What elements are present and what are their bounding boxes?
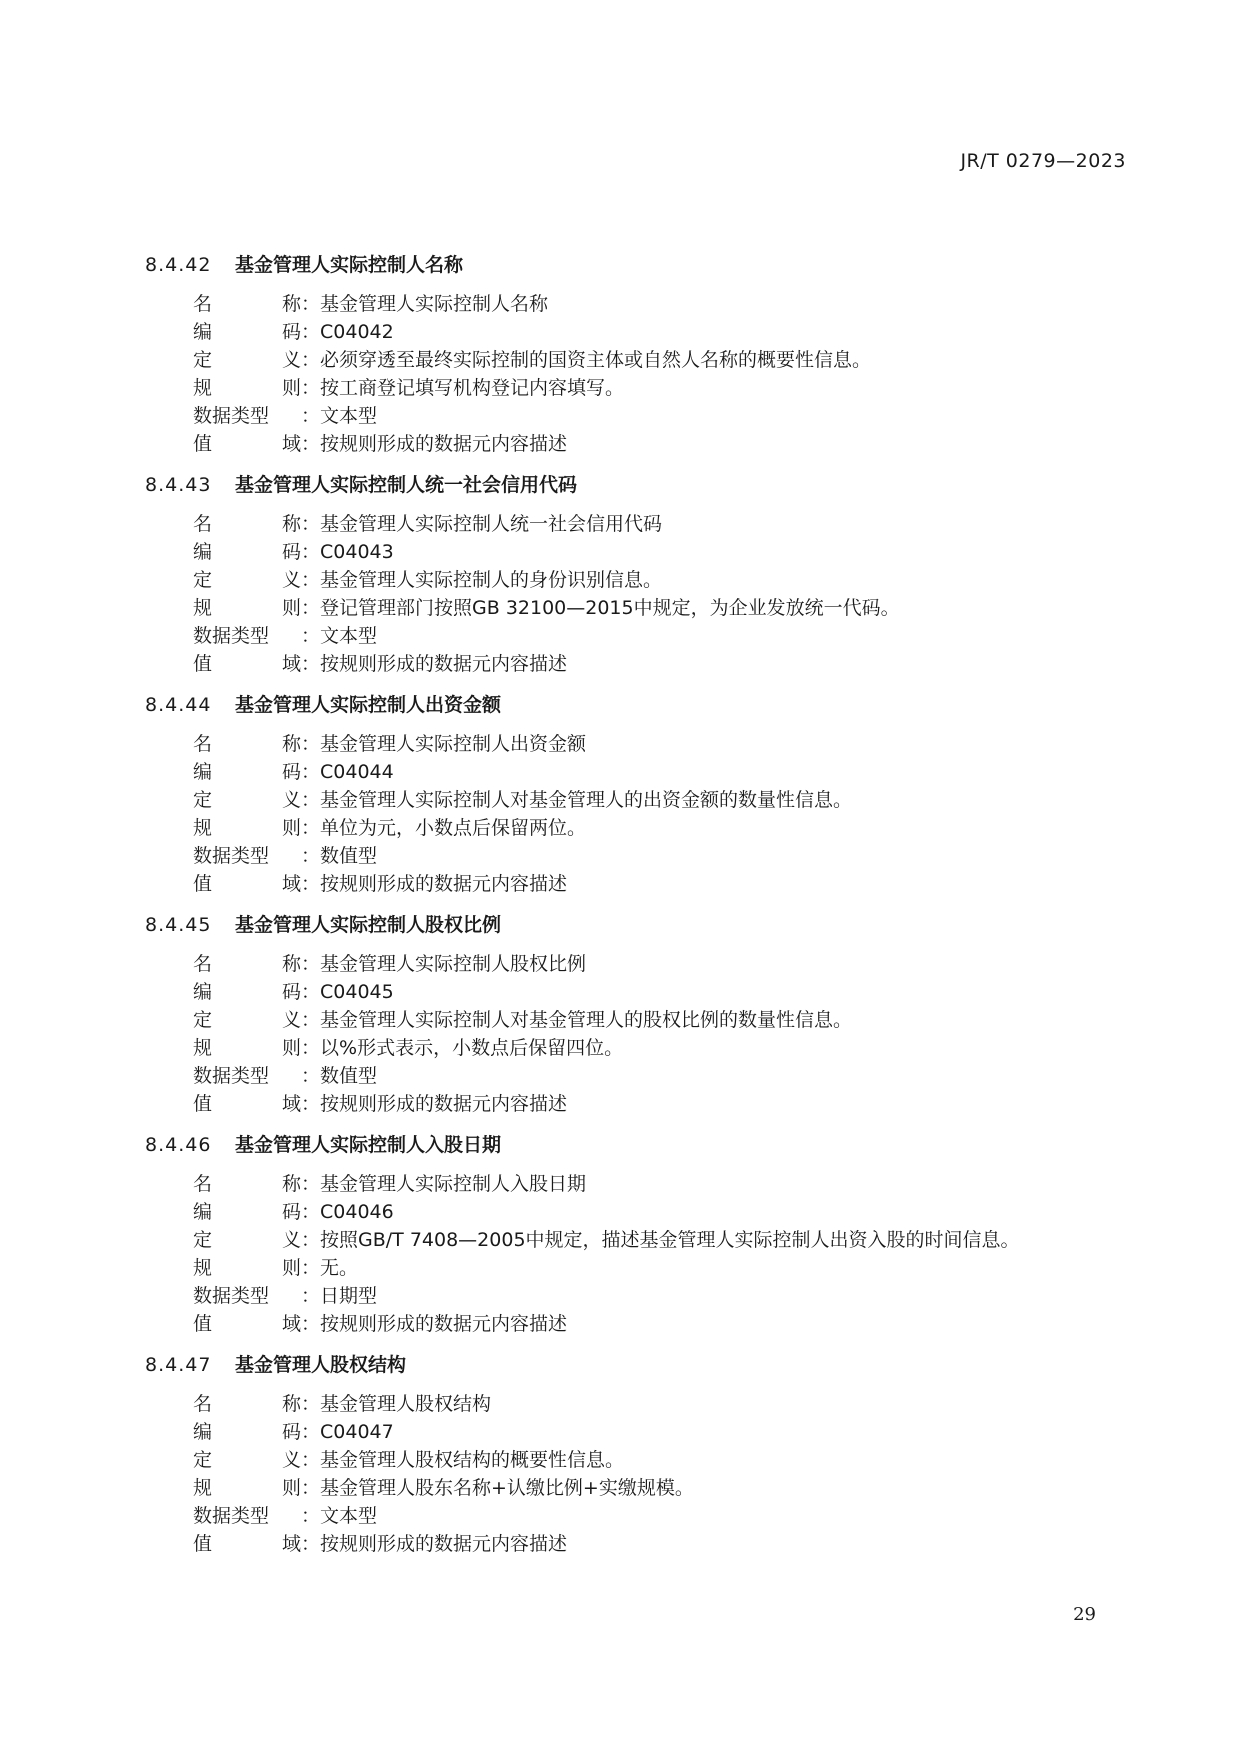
field-separator: ： <box>301 625 321 647</box>
field-label: 值域 <box>193 433 301 455</box>
field-value: 按照GB/T 7408—2005中规定，描述基金管理人实际控制人出资入股的时间信息。 <box>320 1229 1020 1251</box>
field-label: 值域 <box>193 1093 301 1115</box>
field-separator: ： <box>301 349 321 371</box>
field-rule <box>145 1474 1145 1502</box>
field-value: 基金管理人实际控制人对基金管理人的股权比例的数量性信息。 <box>320 1009 853 1031</box>
field-separator: ： <box>301 1173 321 1195</box>
field-name <box>145 1170 1145 1198</box>
field-label: 规则 <box>193 1257 301 1279</box>
field-rule <box>145 374 1145 402</box>
section-title: 基金管理人实际控制人入股日期 <box>235 1134 502 1156</box>
field-label: 编码 <box>193 1201 301 1223</box>
field-data-type <box>145 1062 1145 1090</box>
field-separator: ： <box>301 1257 321 1279</box>
field-rule <box>145 814 1145 842</box>
field-name <box>145 510 1145 538</box>
field-separator: ： <box>301 1313 321 1335</box>
field-definition <box>145 566 1145 594</box>
field-value: 按规则形成的数据元内容描述 <box>320 1533 568 1555</box>
field-separator: ： <box>301 761 321 783</box>
field-label: 名称 <box>193 733 301 755</box>
field-rule <box>145 1254 1145 1282</box>
section-title: 基金管理人实际控制人股权比例 <box>235 914 502 936</box>
field-separator: ： <box>301 1009 321 1031</box>
field-value: 日期型 <box>320 1285 378 1307</box>
section-title: 基金管理人实际控制人名称 <box>235 254 464 276</box>
field-separator: ： <box>301 1393 321 1415</box>
field-label: 名称 <box>193 953 301 975</box>
field-value: 基金管理人股权结构的概要性信息。 <box>320 1449 625 1471</box>
field-separator: ： <box>301 845 321 867</box>
field-label: 值域 <box>193 1313 301 1335</box>
field-label: 定义 <box>193 1229 301 1251</box>
field-label: 名称 <box>193 1393 301 1415</box>
field-name <box>145 1390 1145 1418</box>
section-number: 8.4.43 <box>145 474 212 496</box>
field-value: 基金管理人实际控制人入股日期 <box>320 1173 587 1195</box>
section-8-4-45 <box>145 910 1145 1118</box>
field-code <box>145 538 1145 566</box>
field-value: 文本型 <box>320 625 378 647</box>
field-value: 按规则形成的数据元内容描述 <box>320 1093 568 1115</box>
field-value-domain <box>145 1090 1145 1118</box>
field-label: 定义 <box>193 349 301 371</box>
field-label: 编码 <box>193 761 301 783</box>
field-label: 规则 <box>193 1037 301 1059</box>
field-value: C04044 <box>320 761 394 783</box>
field-separator: ： <box>301 1065 321 1087</box>
field-value: 文本型 <box>320 1505 378 1527</box>
field-name <box>145 950 1145 978</box>
field-value: 按规则形成的数据元内容描述 <box>320 873 568 895</box>
section-8-4-44 <box>145 690 1145 898</box>
field-separator: ： <box>301 321 321 343</box>
field-label: 数据类型 <box>193 845 270 867</box>
section-8-4-42 <box>145 250 1145 458</box>
page-number: 29 <box>1073 1604 1096 1625</box>
field-name <box>145 730 1145 758</box>
field-label: 值域 <box>193 653 301 675</box>
field-separator: ： <box>301 953 321 975</box>
field-separator: ： <box>301 1505 321 1527</box>
section-heading <box>145 1130 1145 1160</box>
section-title: 基金管理人实际控制人统一社会信用代码 <box>235 474 578 496</box>
field-value: 文本型 <box>320 405 378 427</box>
field-separator: ： <box>301 1201 321 1223</box>
field-code <box>145 758 1145 786</box>
field-code <box>145 1418 1145 1446</box>
field-data-type <box>145 1502 1145 1530</box>
field-value: 数值型 <box>320 1065 378 1087</box>
field-value: C04047 <box>320 1421 394 1443</box>
field-label: 数据类型 <box>193 625 270 647</box>
field-value-domain <box>145 1310 1145 1338</box>
field-value: 按规则形成的数据元内容描述 <box>320 433 568 455</box>
field-value-domain <box>145 870 1145 898</box>
field-separator: ： <box>301 569 321 591</box>
field-definition <box>145 1226 1145 1254</box>
field-name <box>145 290 1145 318</box>
field-separator: ： <box>301 541 321 563</box>
field-separator: ： <box>301 789 321 811</box>
section-8-4-43 <box>145 470 1145 678</box>
field-label: 值域 <box>193 873 301 895</box>
field-separator: ： <box>301 1421 321 1443</box>
field-value: 必须穿透至最终实际控制的国资主体或自然人名称的概要性信息。 <box>320 349 872 371</box>
section-heading <box>145 250 1145 280</box>
field-value: 基金管理人实际控制人对基金管理人的出资金额的数量性信息。 <box>320 789 853 811</box>
field-label: 编码 <box>193 1421 301 1443</box>
field-label: 编码 <box>193 541 301 563</box>
field-definition <box>145 1006 1145 1034</box>
field-separator: ： <box>301 1533 321 1555</box>
section-8-4-46 <box>145 1130 1145 1338</box>
field-separator: ： <box>301 1477 321 1499</box>
field-value: 登记管理部门按照GB 32100—2015中规定，为企业发放统一代码。 <box>320 597 900 619</box>
field-definition <box>145 346 1145 374</box>
section-number: 8.4.44 <box>145 694 212 716</box>
field-value-domain <box>145 430 1145 458</box>
field-separator: ： <box>301 653 321 675</box>
field-value: 按工商登记填写机构登记内容填写。 <box>320 377 625 399</box>
field-label: 定义 <box>193 1449 301 1471</box>
field-separator: ： <box>301 293 321 315</box>
field-definition <box>145 1446 1145 1474</box>
field-value: 数值型 <box>320 845 378 867</box>
field-separator: ： <box>301 1037 321 1059</box>
field-value: C04045 <box>320 981 394 1003</box>
field-label: 编码 <box>193 321 301 343</box>
field-label: 名称 <box>193 1173 301 1195</box>
field-label: 定义 <box>193 1009 301 1031</box>
field-separator: ： <box>301 405 321 427</box>
section-number: 8.4.46 <box>145 1134 212 1156</box>
field-value: 基金管理人实际控制人统一社会信用代码 <box>320 513 663 535</box>
field-label: 数据类型 <box>193 405 270 427</box>
field-separator: ： <box>301 1285 321 1307</box>
section-title: 基金管理人股权结构 <box>235 1354 407 1376</box>
field-value-domain <box>145 650 1145 678</box>
field-data-type <box>145 842 1145 870</box>
field-label: 规则 <box>193 1477 301 1499</box>
field-separator: ： <box>301 1229 321 1251</box>
field-value: 基金管理人实际控制人出资金额 <box>320 733 587 755</box>
field-value: 以%形式表示，小数点后保留四位。 <box>320 1037 624 1059</box>
field-separator: ： <box>301 817 321 839</box>
field-separator: ： <box>301 1449 321 1471</box>
field-separator: ： <box>301 873 321 895</box>
section-heading <box>145 690 1145 720</box>
field-separator: ： <box>301 433 321 455</box>
field-code <box>145 978 1145 1006</box>
field-label: 数据类型 <box>193 1505 270 1527</box>
field-separator: ： <box>301 1093 321 1115</box>
field-value: C04043 <box>320 541 394 563</box>
section-heading <box>145 470 1145 500</box>
field-separator: ： <box>301 513 321 535</box>
field-label: 数据类型 <box>193 1065 270 1087</box>
field-data-type <box>145 1282 1145 1310</box>
section-title: 基金管理人实际控制人出资金额 <box>235 694 502 716</box>
field-data-type <box>145 622 1145 650</box>
field-label: 规则 <box>193 377 301 399</box>
field-label: 名称 <box>193 513 301 535</box>
field-code <box>145 1198 1145 1226</box>
field-value: 基金管理人实际控制人名称 <box>320 293 549 315</box>
section-number: 8.4.42 <box>145 254 212 276</box>
field-label: 规则 <box>193 597 301 619</box>
field-rule <box>145 594 1145 622</box>
field-label: 数据类型 <box>193 1285 270 1307</box>
field-value: C04046 <box>320 1201 394 1223</box>
section-number: 8.4.47 <box>145 1354 212 1376</box>
field-separator: ： <box>301 377 321 399</box>
section-heading <box>145 1350 1145 1380</box>
field-separator: ： <box>301 981 321 1003</box>
field-value: 基金管理人实际控制人的身份识别信息。 <box>320 569 663 591</box>
field-label: 名称 <box>193 293 301 315</box>
field-value: 按规则形成的数据元内容描述 <box>320 653 568 675</box>
document-code: JR/T 0279—2023 <box>960 150 1126 172</box>
section-heading <box>145 910 1145 940</box>
field-label: 值域 <box>193 1533 301 1555</box>
field-data-type <box>145 402 1145 430</box>
field-label: 规则 <box>193 817 301 839</box>
field-value: 基金管理人股东名称+认缴比例+实缴规模。 <box>320 1477 694 1499</box>
field-value: 基金管理人股权结构 <box>320 1393 492 1415</box>
field-separator: ： <box>301 597 321 619</box>
document-body <box>145 250 1145 1558</box>
field-value: 基金管理人实际控制人股权比例 <box>320 953 587 975</box>
section-number: 8.4.45 <box>145 914 212 936</box>
field-rule <box>145 1034 1145 1062</box>
section-8-4-47 <box>145 1350 1145 1558</box>
field-label: 编码 <box>193 981 301 1003</box>
field-value: 按规则形成的数据元内容描述 <box>320 1313 568 1335</box>
field-definition <box>145 786 1145 814</box>
field-value: 单位为元，小数点后保留两位。 <box>320 817 587 839</box>
field-value: C04042 <box>320 321 394 343</box>
field-separator: ： <box>301 733 321 755</box>
field-value: 无。 <box>320 1257 359 1279</box>
field-label: 定义 <box>193 569 301 591</box>
field-label: 定义 <box>193 789 301 811</box>
field-code <box>145 318 1145 346</box>
field-value-domain <box>145 1530 1145 1558</box>
